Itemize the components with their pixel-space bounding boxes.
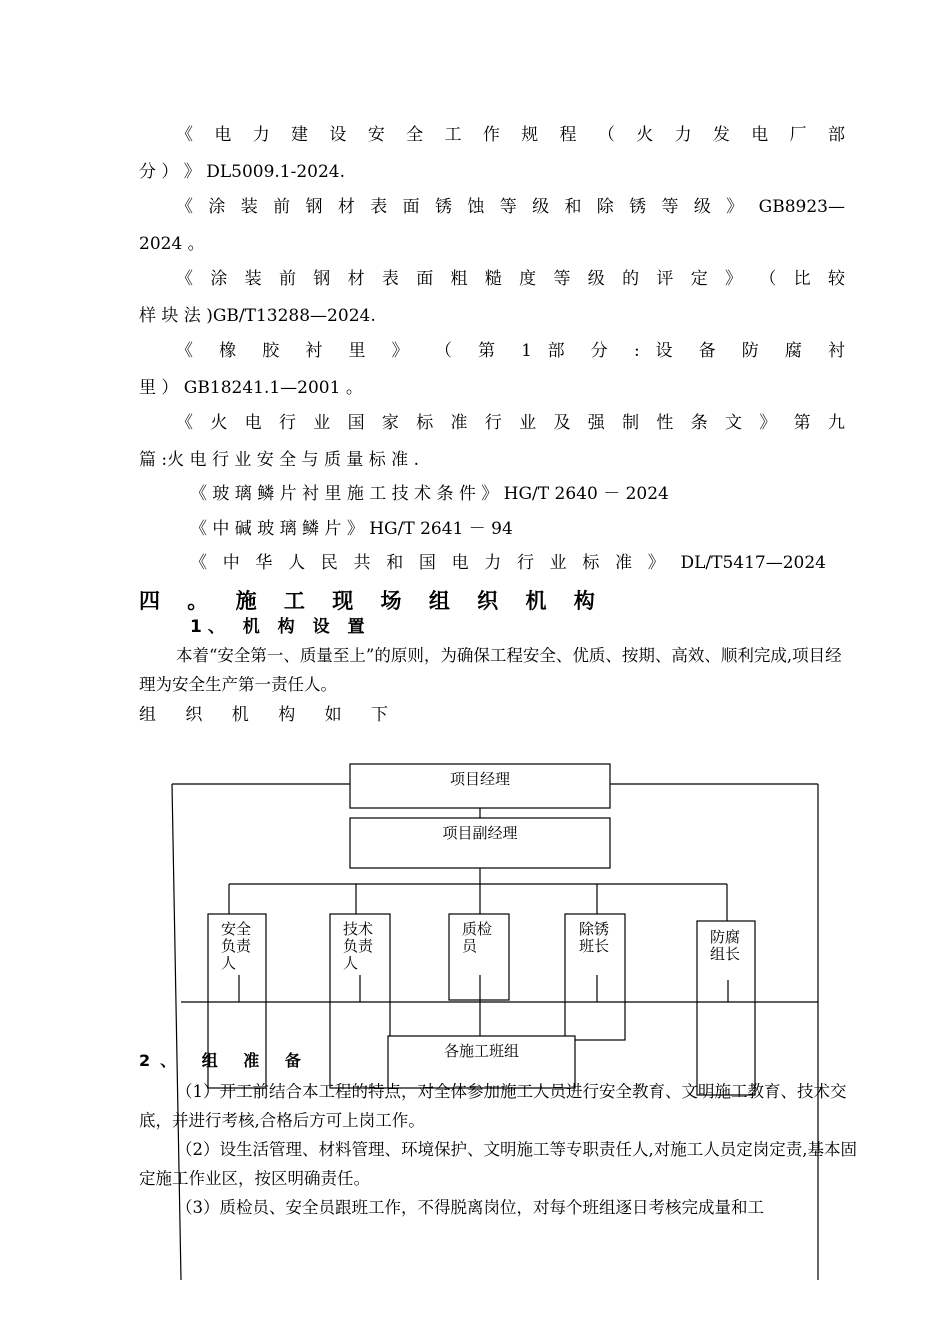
role-label-derust: 除锈班长 [579,920,610,955]
reference-1-line-1: 《 电 力 建 设 安 全 工 作 规 程 （ 火 力 发 电 厂 部 [176,125,845,145]
reference-2-line-2: 2024 。 [139,234,205,254]
prep-item-3: （3）质检员、安全员跟班工作，不得脱离岗位，对每个班组逐日考核完成量和工 [176,1198,764,1217]
reference-5-line-2: 篇 :火 电 行 业 安 全 与 质 量 标 准 . [139,450,419,470]
reference-2-line-1: 《 涂 装 前 钢 材 表 面 锈 蚀 等 级 和 除 锈 等 级 》 GB8923— [176,197,845,217]
manager-label: 项目经理 [449,770,510,788]
section-4-2-heading: 2、 组 准 备 [139,1051,311,1070]
reference-4-line-1: 《 橡 胶 衬 里 》 （ 第 1 部 分 : 设 备 防 腐 衬 [176,341,845,361]
reference-3-line-1: 《 涂 装 前 钢 材 表 面 粗 糙 度 等 级 的 评 定 》 （ 比 较 [176,269,845,289]
org-intro: 组 织 机 构 如 下 [139,705,401,725]
role-label-safety: 安全负责人 [221,920,252,972]
reference-8: 《 中 华 人 民 共 和 国 电 力 行 业 标 准 》 DL/T5417—2024 [190,553,826,573]
reference-3-line-2: 样 块 法 )GB/T13288—2024. [139,306,376,326]
role-label-anticorrosion: 防腐组长 [710,928,741,963]
section-4-1-heading: 1、 机 构 设 置 [190,617,371,637]
role-label-tech: 技术负责人 [343,920,374,972]
reference-1-line-2: 分 ） 》 DL5009.1-2024. [139,162,346,182]
section-4-heading: 四 。 施 工 现 场 组 织 机 构 [139,589,605,613]
reference-6: 《 玻 璃 鳞 片 衬 里 施 工 技 术 条 件 》 HG/T 2640 － 2024 [190,484,669,504]
reference-4-line-2: 里 ） GB18241.1—2001 。 [139,378,363,398]
deputy-label: 项目副经理 [442,824,518,842]
role-label-quality: 质检员 [462,920,493,955]
org-principle-paragraph: 本着“安全第一、质量至上”的原则，为确保工程安全、优质、按期、高效、顺利完成,项目经理为安全生产第一责任人。 [139,646,842,694]
teams-label: 各施工班组 [443,1042,519,1060]
reference-5-line-1: 《 火 电 行 业 国 家 标 准 行 业 及 强 制 性 条 文 》 第 九 [176,413,845,433]
prep-item-2: （2）设生活管理、材料管理、环境保护、文明施工等专职责任人,对施工人员定岗定责,基本固定施工作业区，按区明确责任。 [139,1140,857,1188]
reference-7: 《 中 碱 玻 璃 鳞 片 》 HG/T 2641 － 94 [190,519,513,539]
prep-item-1: （1）开工前结合本工程的特点，对全体参加施工人员进行安全教育、文明施工教育、技术交底，并进行考核,合格后方可上岗工作。 [139,1082,847,1130]
